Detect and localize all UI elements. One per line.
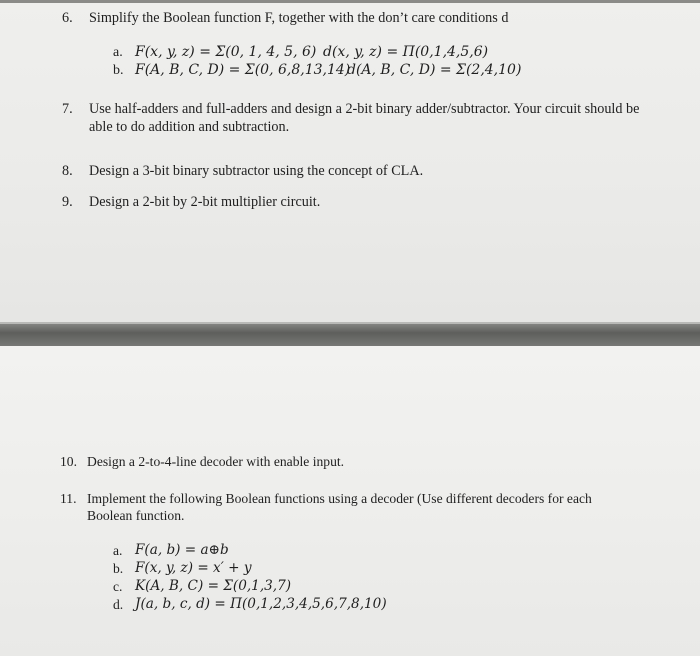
question-number: 11. bbox=[60, 491, 77, 506]
separator-edge bbox=[0, 322, 700, 324]
question-text-line-1: Use half-adders and full-adders and design a 2-bit binary adder/subtractor. Your circuit should be bbox=[89, 101, 640, 117]
function-expression: F(A, B, C, D) = Σ(0, 6,8,13,14) bbox=[135, 62, 351, 78]
question-text: Design a 3-bit binary subtractor using the concept of CLA. bbox=[89, 163, 424, 179]
question-text: Design a 2-to-4-line decoder with enable input. bbox=[87, 454, 345, 469]
item-label: a. bbox=[113, 543, 123, 558]
page-1 bbox=[0, 0, 700, 322]
question-text: Design a 2-bit by 2-bit multiplier circuit. bbox=[89, 194, 321, 210]
question-text: Simplify the Boolean function F, together with the don’t care conditions d bbox=[89, 10, 509, 26]
item-label: b. bbox=[113, 561, 124, 576]
item-label: b. bbox=[113, 63, 124, 78]
question-number: 7. bbox=[62, 101, 73, 117]
item-label: c. bbox=[113, 579, 123, 594]
page-separator bbox=[0, 322, 700, 346]
top-edge bbox=[0, 0, 700, 3]
question-text-line-2: able to do addition and subtraction. bbox=[89, 119, 290, 135]
function-expression: K(A, B, C) = Σ(0,1,3,7) bbox=[135, 578, 292, 594]
dont-care-expression: d(x, y, z) = Π(0,1,4,5,6) bbox=[323, 44, 489, 60]
function-expression: F(a, b) = a⊕b bbox=[135, 542, 229, 558]
function-expression: F(x, y, z) = x′ + y bbox=[135, 560, 252, 576]
question-number: 9. bbox=[62, 194, 73, 210]
dont-care-expression: d(A, B, C, D) = Σ(2,4,10) bbox=[347, 62, 522, 78]
item-label: d. bbox=[113, 597, 124, 612]
page-2 bbox=[0, 346, 700, 656]
function-expression: J(a, b, c, d) = Π(0,1,2,3,4,5,6,7,8,10) bbox=[135, 596, 387, 612]
function-expression: F(x, y, z) = Σ(0, 1, 4, 5, 6) bbox=[135, 44, 317, 60]
question-number: 10. bbox=[60, 454, 77, 469]
question-number: 8. bbox=[62, 163, 73, 179]
question-number: 6. bbox=[62, 10, 73, 26]
question-text-line-2: Boolean function. bbox=[87, 508, 185, 523]
question-text-line-1: Implement the following Boolean functions using a decoder (Use different decoders for each bbox=[87, 491, 592, 506]
item-label: a. bbox=[113, 45, 123, 60]
